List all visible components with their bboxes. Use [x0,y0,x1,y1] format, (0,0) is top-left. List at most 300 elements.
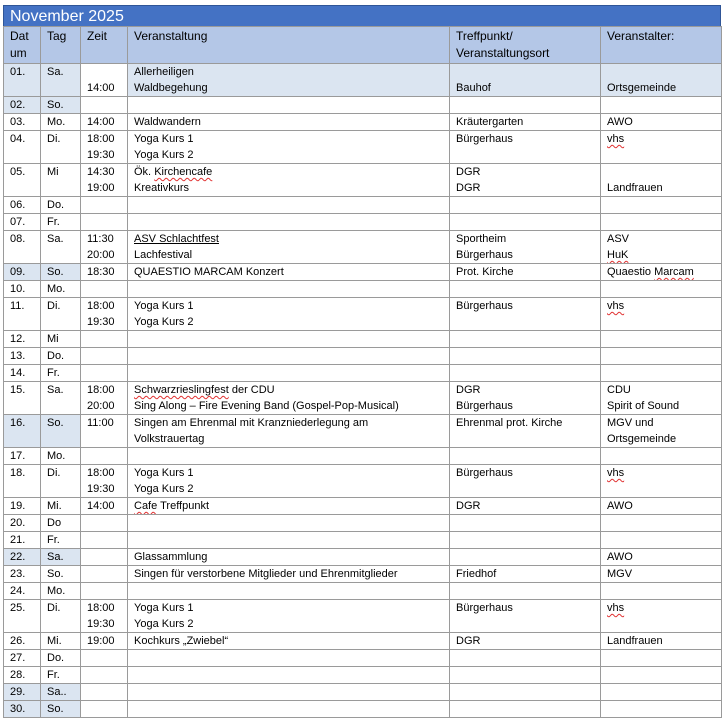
va-line [134,365,449,381]
va-line [134,684,449,700]
vr-line [607,650,721,666]
ort-line: DGR [456,182,481,194]
cell-tag: Do. [41,348,81,365]
cell-veranstalter [601,600,722,633]
cell-veranstalter [601,114,722,131]
cell-zeit [81,448,128,465]
va-line [134,214,449,230]
va-line: Kochkurs „Zwiebel“ [134,635,229,647]
vr-line [607,465,721,481]
cell-ort [450,465,601,498]
cell-veranstalter [601,498,722,515]
cell-veranstaltung [128,549,450,566]
va-line: Lachfestival [134,249,193,261]
table-row [4,633,722,650]
vr-line: AWO [607,500,633,512]
cell-zeit [81,415,128,448]
cell-datum: 28. [4,667,41,684]
cell-veranstaltung [128,667,450,684]
vr-line [607,247,721,263]
cell-veranstaltung [128,532,450,549]
cell-veranstalter [601,331,722,348]
va-line [134,348,449,364]
cell-veranstaltung [128,331,450,348]
cell-tag: Mi. [41,633,81,650]
cell-ort [450,97,601,114]
cell-ort [450,650,601,667]
cell-veranstalter [601,365,722,382]
header-ort: Treffpunkt/ Veranstaltungsort [450,27,601,64]
table-row [4,348,722,365]
table-row [4,498,722,515]
table-row [4,448,722,465]
cell-veranstaltung [128,701,450,718]
zeit-line: 19:30 [87,316,115,328]
table-row [4,515,722,532]
vr-line: AWO [607,116,633,128]
cell-veranstalter [601,197,722,214]
va-line: QUAESTIO MARCAM Konzert [134,266,284,278]
va-line [134,331,449,347]
ort-line [456,532,600,548]
va-line: Ök. Kirchencafe [134,166,213,178]
cell-zeit [81,549,128,566]
cell-tag: Do. [41,650,81,667]
ort-line: Bürgerhaus [456,300,513,312]
ort-line [456,197,600,213]
table-row [4,701,722,718]
cell-veranstalter [601,650,722,667]
cell-veranstaltung [128,97,450,114]
cell-datum: 18. [4,465,41,498]
zeit-line: 18:00 [87,300,115,312]
cell-datum: 16. [4,415,41,448]
table-row [4,465,722,498]
zeit-line [87,214,127,230]
va-line: Volkstrauertag [134,433,205,445]
cell-tag: Mo. [41,114,81,131]
ort-line [456,431,600,447]
cell-veranstaltung [128,131,450,164]
cell-ort [450,231,601,264]
cell-zeit [81,498,128,515]
cell-tag: Fr. [41,214,81,231]
cell-veranstalter [601,131,722,164]
cell-tag: Di. [41,298,81,331]
cell-veranstalter [601,281,722,298]
va-line: Kreativkurs [134,182,190,194]
cell-zeit [81,515,128,532]
cell-zeit [81,701,128,718]
cell-tag: Sa.. [41,684,81,701]
cell-ort [450,64,601,97]
va-line [134,583,449,599]
vr-line [607,298,721,314]
zeit-line: 18:00 [87,467,115,479]
table-row [4,164,722,197]
cell-zeit [81,382,128,415]
va-line: Glassammlung [134,551,208,563]
cell-ort [450,164,601,197]
table-row [4,583,722,600]
cell-zeit [81,331,128,348]
vr-line: MGV [607,568,633,580]
cell-zeit [81,131,128,164]
cell-zeit [81,348,128,365]
cell-datum: 22. [4,549,41,566]
ort-line: DGR [456,384,481,396]
zeit-line: 14:30 [87,166,115,178]
cell-tag: So. [41,566,81,583]
va-line: Singen am Ehrenmal mit Kranzniederlegung am [134,417,369,429]
cell-veranstaltung [128,498,450,515]
table-row [4,650,722,667]
va-line: Yoga Kurs 1 [134,467,194,479]
cell-datum: 15. [4,382,41,415]
cell-tag: Mi. [41,498,81,515]
cell-veranstaltung [128,633,450,650]
cell-tag: So. [41,415,81,448]
cell-zeit [81,365,128,382]
cell-datum: 27. [4,650,41,667]
va-line: Waldbegehung [134,82,208,94]
cell-zeit [81,264,128,281]
cell-veranstalter [601,348,722,365]
cell-datum: 12. [4,331,41,348]
vr-line: ASV [607,233,630,245]
cell-ort [450,264,601,281]
vr-line [607,314,721,330]
ort-line: Friedhof [456,568,497,580]
va-line [134,667,449,683]
va-line: Yoga Kurs 1 [134,602,194,614]
zeit-line [87,281,127,297]
zeit-line: 19:00 [87,182,115,194]
cell-veranstaltung [128,566,450,583]
vr-line [607,583,721,599]
table-row [4,298,722,331]
cell-tag: So. [41,701,81,718]
va-line: Sing Along – Fire Evening Band (Gospel-Pop-Musical) [134,400,399,412]
cell-ort [450,448,601,465]
cell-ort [450,600,601,633]
cell-tag: So. [41,97,81,114]
cell-ort [450,515,601,532]
cell-datum: 03. [4,114,41,131]
vr-line: Ortsgemeinde [607,433,677,445]
cell-zeit [81,231,128,264]
cell-tag: Mo. [41,583,81,600]
va-line [134,515,449,531]
table-row [4,114,722,131]
zeit-line: 19:30 [87,483,115,495]
cell-ort [450,583,601,600]
header-veranstaltung: Veranstaltung [128,27,450,64]
cell-veranstalter [601,64,722,97]
cell-veranstaltung [128,684,450,701]
cell-veranstalter [601,298,722,331]
zeit-line [87,667,127,683]
cell-zeit [81,583,128,600]
cell-ort [450,667,601,684]
zeit-line [87,97,127,113]
events-body [4,64,722,718]
table-row [4,532,722,549]
cell-tag: Fr. [41,365,81,382]
va-line: Yoga Kurs 1 [134,300,194,312]
vr-line [607,532,721,548]
table-row [4,415,722,448]
cell-veranstaltung [128,298,450,331]
cell-ort [450,498,601,515]
zeit-line [87,365,127,381]
cell-datum: 20. [4,515,41,532]
cell-veranstalter [601,566,722,583]
ort-line: Bürgerhaus [456,602,513,614]
ort-line [456,348,600,364]
cell-datum: 10. [4,281,41,298]
cell-veranstaltung [128,348,450,365]
zeit-line: 20:00 [87,249,115,261]
va-line [134,97,449,113]
vr-line: Ortsgemeinde [607,82,677,94]
vr-line: AWO [607,551,633,563]
va-line [134,701,449,717]
va-line [134,448,449,464]
ort-line [456,684,600,700]
cell-veranstalter [601,231,722,264]
cell-datum: 19. [4,498,41,515]
vr-line: CDU [607,384,631,396]
table-row [4,281,722,298]
cell-ort [450,348,601,365]
zeit-line: 18:00 [87,384,115,396]
vr-line [607,667,721,683]
cell-zeit [81,298,128,331]
cell-zeit [81,465,128,498]
ort-line: DGR [456,500,481,512]
vr-line: MGV und [607,417,654,429]
cell-veranstaltung [128,650,450,667]
table-row [4,382,722,415]
cell-veranstalter [601,583,722,600]
table-row [4,197,722,214]
zeit-line: 11:00 [87,417,114,429]
ort-line: Bürgerhaus [456,467,513,479]
va-line: Schwarzrieslingfest der CDU [134,384,275,396]
cell-datum: 07. [4,214,41,231]
table-row [4,600,722,633]
cell-zeit [81,64,128,97]
zeit-line [87,515,127,531]
header-row [4,27,722,64]
table-row [4,549,722,566]
vr-line: Spirit of Sound [607,400,680,412]
cell-ort [450,684,601,701]
cell-veranstalter [601,382,722,415]
va-line: Yoga Kurs 2 [134,316,194,328]
cell-zeit [81,164,128,197]
ort-line: Bürgerhaus [456,400,513,412]
vr-line [607,600,721,616]
cell-tag: Mi [41,164,81,197]
cell-veranstaltung [128,231,450,264]
vr-line [607,348,721,364]
vr-line: Landfrauen [607,635,663,647]
vr-line [607,684,721,700]
cell-veranstaltung [128,583,450,600]
spellcheck-word: Schwarzrieslingfest [134,384,229,396]
cell-veranstalter [601,549,722,566]
va-line [134,532,449,548]
ort-line [456,650,600,666]
va-line: Singen für verstorbene Mitglieder und Ehrenmitglieder [134,568,398,580]
cell-datum: 09. [4,264,41,281]
zeit-line [87,448,127,464]
cell-datum: 06. [4,197,41,214]
zeit-line: 18:00 [87,602,115,614]
vr-line: Landfrauen [607,182,663,194]
cell-veranstaltung [128,197,450,214]
cell-tag: Di. [41,465,81,498]
table-row [4,64,722,97]
zeit-line: 14:00 [87,500,115,512]
va-line [134,197,449,213]
spellcheck-word: vhs [607,602,625,614]
zeit-line [87,701,127,717]
calendar-sheet [3,5,721,718]
cell-ort [450,566,601,583]
ort-line [456,365,600,381]
cell-tag: Di. [41,131,81,164]
cell-zeit [81,684,128,701]
spellcheck-word: Cafe [134,500,158,512]
va-line: Waldwandern [134,116,201,128]
cell-zeit [81,97,128,114]
vr-line [607,97,721,113]
vr-line [607,448,721,464]
table-row [4,231,722,264]
cell-veranstalter [601,264,722,281]
va-line [134,650,449,666]
cell-zeit [81,281,128,298]
ort-line: Bauhof [456,82,491,94]
cell-veranstalter [601,214,722,231]
cell-datum: 08. [4,231,41,264]
spellcheck-word: vhs [607,300,625,312]
va-line: Yoga Kurs 2 [134,149,194,161]
vr-line [607,197,721,213]
table-row [4,667,722,684]
zeit-line [87,566,127,582]
cell-datum: 02. [4,97,41,114]
zeit-line: 19:30 [87,618,115,630]
cell-veranstaltung [128,214,450,231]
table-row [4,214,722,231]
cell-tag: So. [41,264,81,281]
cell-tag: Fr. [41,532,81,549]
vr-line [607,481,721,497]
cell-ort [450,281,601,298]
cell-ort [450,365,601,382]
cell-ort [450,382,601,415]
zeit-line [87,532,127,548]
ort-line [456,147,600,163]
cell-datum: 24. [4,583,41,600]
spellcheck-word: vhs [607,467,625,479]
cell-veranstaltung [128,114,450,131]
zeit-line [87,583,127,599]
ort-line: DGR [456,635,481,647]
vr-line [607,64,721,80]
zeit-line: 18:00 [87,133,115,145]
vr-line [607,281,721,297]
ort-line [456,64,600,80]
ort-line [456,314,600,330]
vr-line [607,331,721,347]
table-row [4,97,722,114]
cell-veranstaltung [128,64,450,97]
cell-ort [450,298,601,331]
zeit-line: 14:00 [87,116,115,128]
zeit-line: 18:30 [87,266,115,278]
table-row [4,131,722,164]
header-datum: Dat um [4,27,41,64]
cell-zeit [81,197,128,214]
cell-datum: 25. [4,600,41,633]
cell-datum: 01. [4,64,41,97]
cell-ort [450,114,601,131]
cell-datum: 29. [4,684,41,701]
cell-datum: 11. [4,298,41,331]
ort-line [456,448,600,464]
ort-line: DGR [456,166,481,178]
ort-line [456,331,600,347]
va-line: Yoga Kurs 2 [134,483,194,495]
ort-line [456,481,600,497]
cell-tag: Sa. [41,64,81,97]
cell-veranstalter [601,701,722,718]
cell-veranstaltung [128,448,450,465]
table-row [4,365,722,382]
header-veranstalter: Veranstalter: [601,27,722,64]
cell-tag: Mi [41,331,81,348]
cell-veranstaltung [128,515,450,532]
cell-veranstalter [601,97,722,114]
cell-ort [450,331,601,348]
cell-veranstalter [601,684,722,701]
cell-tag: Sa. [41,382,81,415]
zeit-line [87,348,127,364]
cell-tag: Sa. [41,231,81,264]
cell-zeit [81,566,128,583]
spellcheck-word: HuK [607,249,629,261]
zeit-line: 11:30 [87,233,114,245]
zeit-line: 19:30 [87,149,115,161]
ort-line: Bürgerhaus [456,249,513,261]
cell-veranstaltung [128,264,450,281]
cell-ort [450,197,601,214]
vr-line: Quaestio Marcam [607,266,694,278]
va-line: ASV Schlachtfest [134,233,219,245]
ort-line: Prot. Kirche [456,266,514,278]
vr-line [607,701,721,717]
cell-zeit [81,114,128,131]
ort-line: Kräutergarten [456,116,524,128]
cell-ort [450,701,601,718]
table-row [4,566,722,583]
cell-veranstalter [601,532,722,549]
